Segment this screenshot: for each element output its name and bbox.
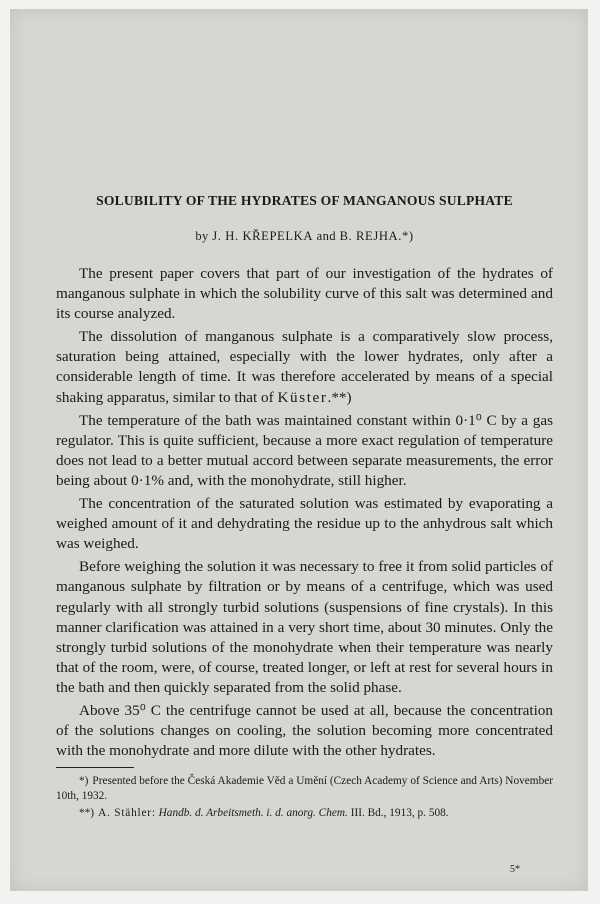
page-number: 5* <box>510 864 520 875</box>
footnote-2-mark: **) <box>79 807 95 820</box>
paragraph-intro: The present paper covers that part of our investigation of the hydrates of manganous sulphate in which the solubility curve of this salt was determined and its course analyzed. <box>56 265 553 323</box>
article-content <box>56 192 553 823</box>
author-line <box>56 228 553 244</box>
and-word: and <box>316 229 336 243</box>
author-krepelka: J. H. KŘEPELKA <box>212 229 314 243</box>
footnote-2-rest: III. Bd., 1913, p. 508. <box>350 807 449 820</box>
footnote-2 <box>56 806 553 821</box>
footnote-1-text: Presented before the Česká Akademie Věd a Umění (Czech Academy of Science and Arts) November 10th, 1932. <box>56 775 553 803</box>
paragraph-dissolution <box>56 327 553 407</box>
paragraph-centrifuge: Above 35⁰ C the centrifuge cannot be used at all, because the concentration of the solutions changes on cooling, the solution becoming more concentrated with the monohydrate and more dilute with the other hydrates. <box>56 701 553 760</box>
paragraph-temperature: The temperature of the bath was maintained constant within 0·1⁰ C by a gas regulator. This is quite sufficient, because a more exact regulation of temperature does not lead to a better mutual accord between separate measurements, the error being about 0·1% and, with the monohydrate, still higher. <box>56 411 553 489</box>
author-rejha: B. REJHA.*) <box>339 229 414 243</box>
paragraph-weighing: Before weighing the solution it was necessary to free it from solid particles of manganous sulphate by filtration or by means of a centrifuge, which was used regularly with all strongly turbid solutions (suspensions of fine crystals). In this manner clarification was attained in a very short time, about 30 minutes. Only the strongly turbid solutions of the monohydrate when their temperature was nearly that of the room, were, of course, treated longer, or left at rest for several hours in the bath and then quickly separated from the solid phase. <box>56 558 553 696</box>
footnote-1-mark: *) <box>79 775 89 788</box>
article-title: SOLUBILITY OF THE HYDRATES OF MANGANOUS SULPHATE <box>96 193 513 208</box>
paragraph-dissolution-text: The dissolution of manganous sulphate is a comparatively slow process, saturation being attained, especially with the lower hydrates, only after a considerable length of time. It was therefore accelerated by means of a special shaking apparatus, similar to that of <box>56 328 553 406</box>
footnote-1 <box>56 774 553 804</box>
footnote-2-title: Handb. d. Arbeitsmeth. i. d. anorg. Chem. <box>158 807 348 820</box>
footnote-2-author: A. Stähler: <box>98 807 156 820</box>
footnote-divider <box>56 767 134 768</box>
paragraph-concentration: The concentration of the saturated solution was estimated by evaporating a weighed amount of it and dehydrating the residue up to the anhydrous salt which was weighed. <box>56 495 553 553</box>
paper-page <box>10 9 588 891</box>
kuster-name: Küster <box>277 388 328 406</box>
by-word: by <box>195 229 209 243</box>
kuster-ref: .**) <box>327 388 352 406</box>
